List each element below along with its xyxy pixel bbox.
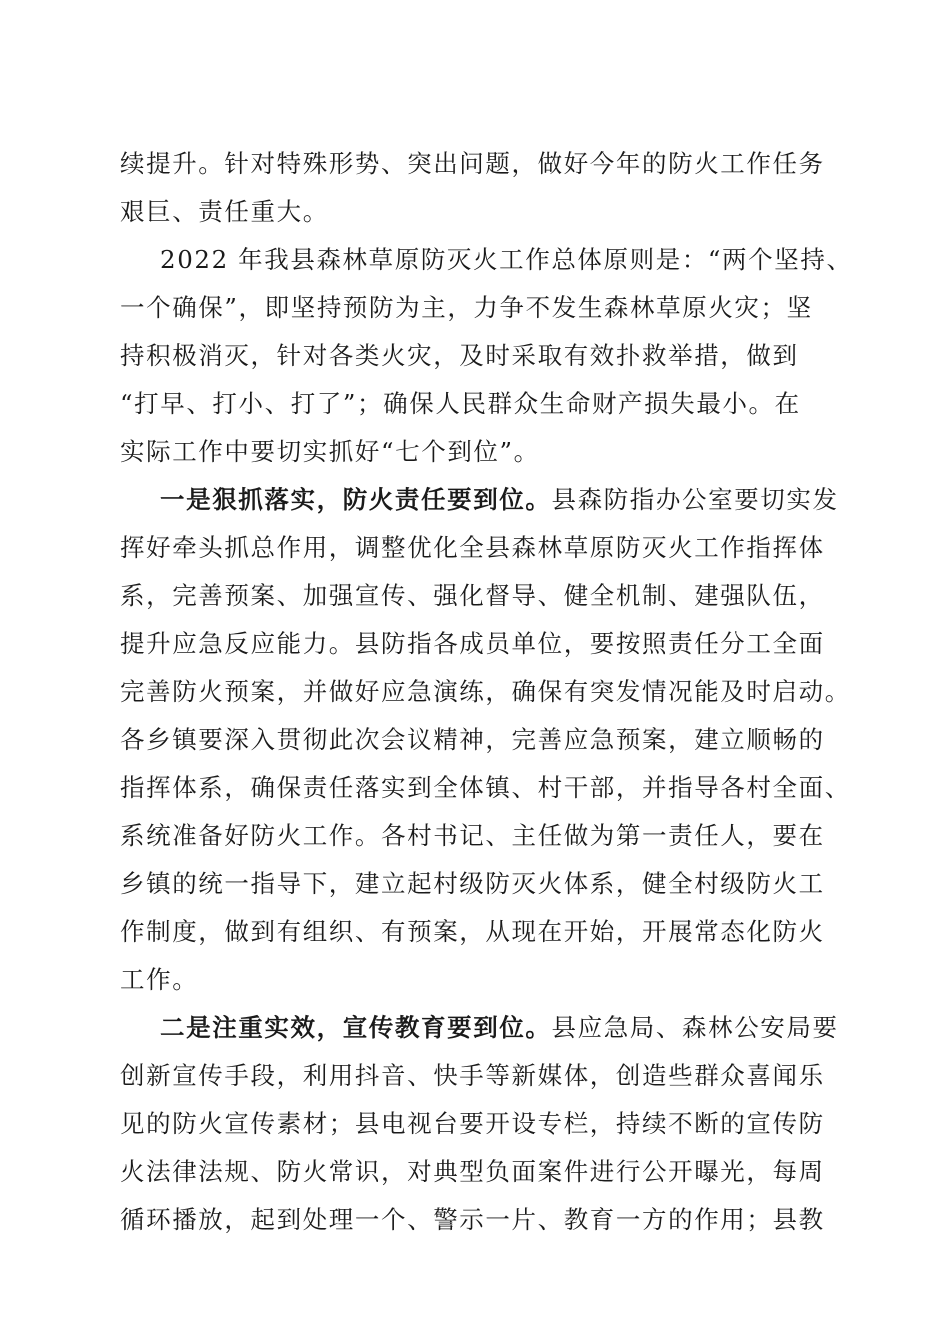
text-line: 指挥体系，确保责任落实到全体镇、村干部，并指导各村全面、 xyxy=(120,773,851,802)
paragraph-lead-heading: 二是注重实效，宣传教育要到位。 xyxy=(160,1013,552,1042)
paragraph-1 xyxy=(120,140,830,236)
text-line: 火法律法规、防火常识，对典型负面案件进行公开曝光，每周 xyxy=(120,1157,825,1186)
text-line: 见的防火宣传素材；县电视台要开设专栏，持续不断的宣传防 xyxy=(120,1109,825,1138)
text-line: 实际工作中要切实抓好“七个到位”。 xyxy=(120,437,540,466)
text-line: 持积极消灭，针对各类火灾，及时采取有效扑救举措，做到 xyxy=(120,341,799,370)
text-line: “打早、打小、打了”；确保人民群众生命财产损失最小。在 xyxy=(120,389,801,418)
document-body xyxy=(120,140,853,1244)
paragraph-text: 县森防指办公室要切实发 xyxy=(551,485,839,514)
text-line: 工作。 xyxy=(120,965,199,994)
text-line: 2022 年我县森林草原防灭火工作总体原则是：“两个坚持、 xyxy=(160,245,853,274)
text-line: 系，完善预案、加强宣传、强化督导、健全机制、建强队伍， xyxy=(120,581,825,610)
text-line: 创新宣传手段，利用抖音、快手等新媒体，创造些群众喜闻乐 xyxy=(120,1061,825,1090)
text-line: 一个确保”，即坚持预防为主，力争不发生森林草原火灾；坚 xyxy=(120,293,813,322)
text-line xyxy=(120,1004,839,1052)
text-line: 完善防火预案，并做好应急演练，确保有突发情况能及时启动。 xyxy=(120,677,851,706)
text-line: 各乡镇要深入贯彻此次会议精神，完善应急预案，建立顺畅的 xyxy=(120,725,825,754)
paragraph-lead-heading: 一是狠抓落实，防火责任要到位。 xyxy=(160,485,552,514)
text-line: 乡镇的统一指导下，建立起村级防灭火体系，健全村级防火工 xyxy=(120,869,825,898)
paragraph-3 xyxy=(120,476,851,1004)
text-line: 艰巨、责任重大。 xyxy=(120,197,329,226)
text-line: 挥好牵头抓总作用，调整优化全县森林草原防灭火工作指挥体 xyxy=(120,533,825,562)
paragraph-4 xyxy=(120,1004,839,1244)
text-line: 提升应急反应能力。县防指各成员单位，要按照责任分工全面 xyxy=(120,629,825,658)
text-line: 系统准备好防火工作。各村书记、主任做为第一责任人，要在 xyxy=(120,821,825,850)
text-line xyxy=(120,476,839,524)
paragraph-2 xyxy=(120,236,853,476)
text-line: 续提升。针对特殊形势、突出问题，做好今年的防火工作任务 xyxy=(120,149,825,178)
paragraph-text: 县应急局、森林公安局要 xyxy=(551,1013,839,1042)
text-line: 作制度，做到有组织、有预案，从现在开始，开展常态化防火 xyxy=(120,917,825,946)
text-line: 循环播放，起到处理一个、警示一片、教育一方的作用；县教 xyxy=(120,1205,825,1234)
